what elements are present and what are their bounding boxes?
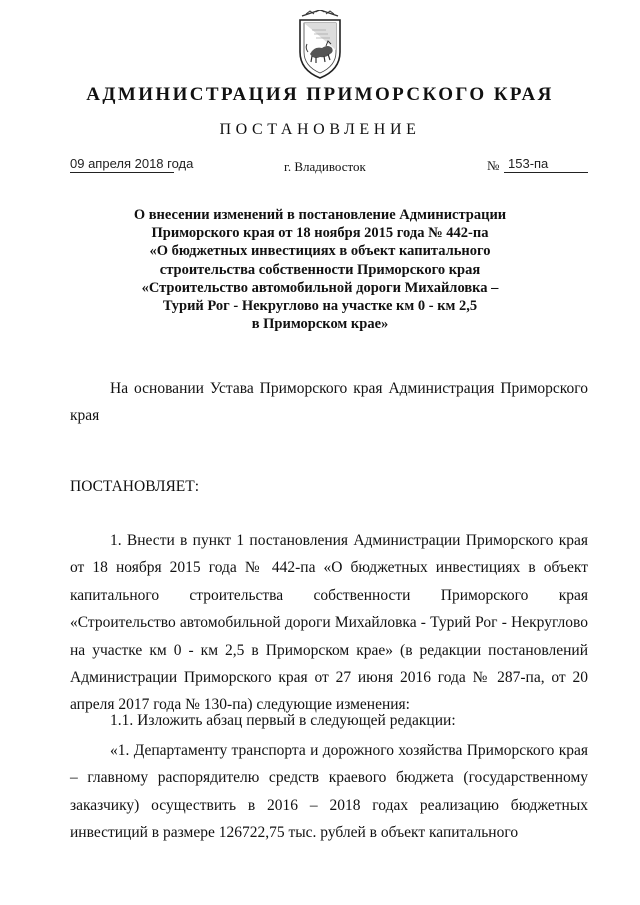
title-line: Турий Рог - Некруглово на участке км 0 - км 2,5 — [162, 298, 478, 315]
basis-paragraph: На основании Устава Приморского края Администрация Приморского края — [70, 380, 588, 425]
organization-name: АДМИНИСТРАЦИЯ ПРИМОРСКОГО КРАЯ — [86, 84, 554, 105]
document-title — [100, 206, 540, 333]
resolves-heading: ПОСТАНОВЛЯЕТ: — [70, 478, 200, 495]
title-line: строительства собственности Приморского края — [159, 261, 481, 278]
quoted-paragraph: «1. Департаменту транспорта и дорожного хозяйства Приморского края – главному распорядителю средств краевого бюджета (государственному заказчику) осуществить в 2016 – 2018 годах реализацию бюджетных инвестиций в размере 126722,75 тыс. рублей в объект капитального — [70, 742, 588, 842]
title-line: Приморского края от 18 ноября 2015 года № 442-па — [151, 225, 489, 242]
document-date: 09 апреля 2018 года — [70, 156, 194, 171]
primorsky-coat-of-arms-icon — [296, 10, 344, 80]
document-city: г. Владивосток — [284, 159, 366, 174]
number-sign: № — [487, 158, 500, 173]
document-type: ПОСТАНОВЛЕНИЕ — [219, 121, 421, 138]
title-line: «О бюджетных инвестициях в объект капитального — [149, 243, 491, 260]
title-line: О внесении изменений в постановление Администрации — [133, 207, 507, 223]
title-line: «Строительство автомобильной дороги Михайловка – — [141, 279, 499, 296]
item-1-1-paragraph: 1.1. Изложить абзац первый в следующей редакции: — [110, 712, 456, 729]
title-line: в Приморском крае» — [251, 316, 389, 333]
item-1-paragraph: 1. Внести в пункт 1 постановления Администрации Приморского края от 18 ноября 2015 года № 442-па «О бюджетных инвестициях в объект капитального строительства собственности Приморского края «Строительство автомобильной дороги Михайловка - Турий Рог - Некруглово на участке км 0 - км 2,5 в Приморском крае» (в редакции постановлений Администрации Приморского края от 27 июня 2016 года № 287-па, от 20 апреля 2017 года № 130-па) следующие изменения: — [70, 532, 588, 714]
document-number: 153-па — [504, 156, 588, 173]
